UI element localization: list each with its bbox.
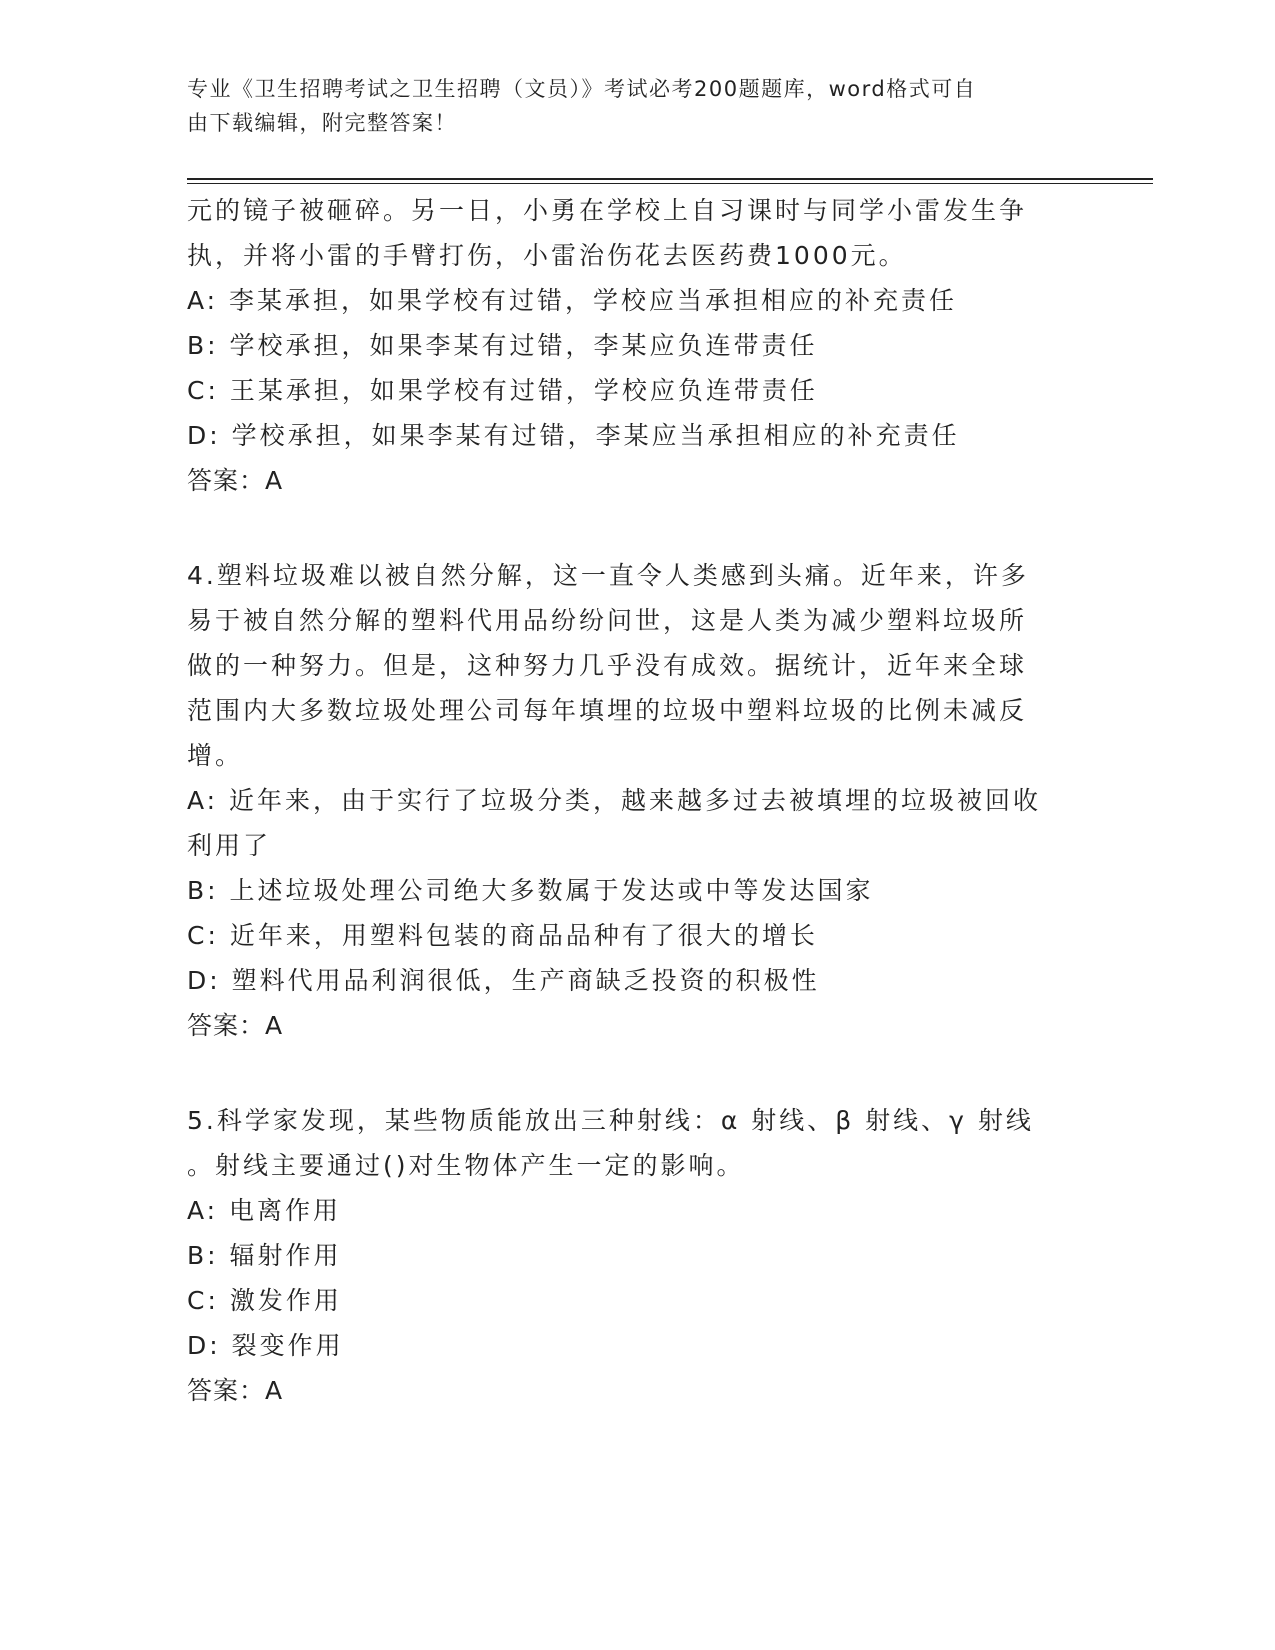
option-a-continued: 利用了	[187, 831, 272, 860]
question-spacer	[187, 1048, 1087, 1098]
option-b: B: 上述垃圾处理公司绝大多数属于发达或中等发达国家	[187, 876, 874, 905]
question-4	[187, 553, 1087, 1048]
question-5	[187, 1098, 1087, 1413]
option-c: C: 激发作用	[187, 1286, 342, 1315]
option-a: A: 电离作用	[187, 1196, 342, 1225]
question-stem-line: 增。	[187, 741, 244, 770]
document-header	[187, 72, 1067, 140]
header-line-1: 专业《卫生招聘考试之卫生招聘（文员）》考试必考200题题库，word格式可自	[187, 77, 977, 101]
question-stem-line: 做的一种努力。但是，这种努力几乎没有成效。据统计，近年来全球	[187, 651, 1028, 680]
question-stem-line: 。射线主要通过()对生物体产生一定的影响。	[187, 1151, 745, 1180]
answer-line: 答案：A	[187, 1376, 284, 1405]
option-a: A: 近年来，由于实行了垃圾分类，越来越多过去被填埋的垃圾被回收	[187, 786, 1042, 815]
option-d: D: 裂变作用	[187, 1331, 344, 1360]
document-body	[187, 188, 1087, 1413]
question-stem-line: 元的镜子被砸碎。另一日，小勇在学校上自习课时与同学小雷发生争	[187, 196, 1028, 225]
answer-line: 答案：A	[187, 1011, 284, 1040]
header-line-2: 由下载编辑，附完整答案！	[187, 111, 457, 135]
question-3	[187, 188, 1087, 503]
header-divider-thin	[187, 183, 1153, 184]
option-b: B: 辐射作用	[187, 1241, 342, 1270]
option-c: C: 王某承担，如果学校有过错，学校应负连带责任	[187, 376, 818, 405]
header-divider-thick	[187, 178, 1153, 180]
question-spacer	[187, 503, 1087, 553]
option-d: D: 塑料代用品利润很低，生产商缺乏投资的积极性	[187, 966, 820, 995]
option-a: A: 李某承担，如果学校有过错，学校应当承担相应的补充责任	[187, 286, 958, 315]
question-stem-line: 执，并将小雷的手臂打伤，小雷治伤花去医药费1000元。	[187, 241, 907, 270]
option-b: B: 学校承担，如果李某有过错，李某应负连带责任	[187, 331, 818, 360]
answer-line: 答案：A	[187, 466, 284, 495]
option-c: C: 近年来，用塑料包装的商品品种有了很大的增长	[187, 921, 818, 950]
question-stem-line: 4.塑料垃圾难以被自然分解，这一直令人类感到头痛。近年来，许多	[187, 561, 1029, 590]
question-stem-line: 易于被自然分解的塑料代用品纷纷问世，这是人类为减少塑料垃圾所	[187, 606, 1028, 635]
question-stem-line: 范围内大多数垃圾处理公司每年填埋的垃圾中塑料垃圾的比例未减反	[187, 696, 1028, 725]
option-d: D: 学校承担，如果李某有过错，李某应当承担相应的补充责任	[187, 421, 960, 450]
question-stem-line: 5.科学家发现，某些物质能放出三种射线：α 射线、β 射线、γ 射线	[187, 1106, 1034, 1135]
